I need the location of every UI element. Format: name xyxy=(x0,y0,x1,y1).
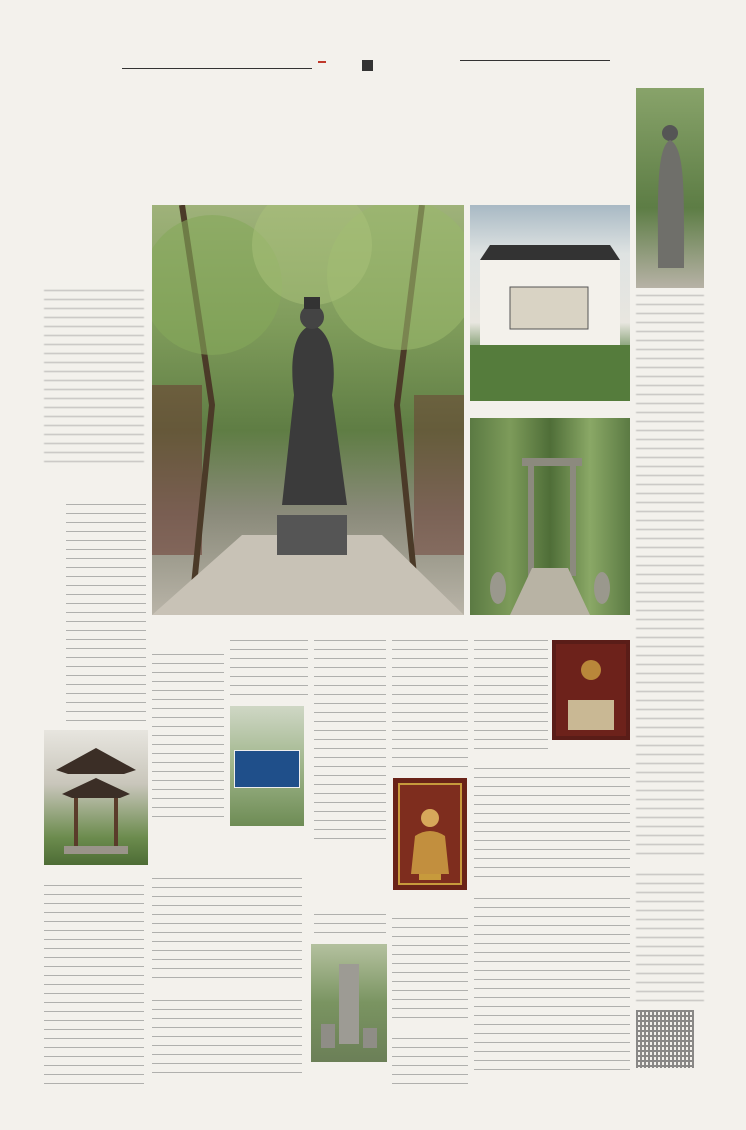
photo-right-statue xyxy=(636,88,704,288)
logo-mark xyxy=(362,60,373,71)
street-sign xyxy=(234,750,300,788)
screen-wall-illustration xyxy=(470,205,630,401)
text-column-5 xyxy=(392,640,468,770)
text-column-right xyxy=(636,295,704,855)
text-column-left-bottom xyxy=(44,885,144,1085)
text-column-5c xyxy=(392,1038,468,1088)
pavilion-illustration xyxy=(44,730,148,865)
masthead-rule-right xyxy=(460,60,610,61)
photo-red-hall xyxy=(552,640,630,740)
text-column-2a xyxy=(152,654,224,824)
photo-temple-statue xyxy=(393,778,467,890)
red-section-tag xyxy=(318,61,326,63)
text-column-6 xyxy=(474,640,548,750)
right-statue-illustration xyxy=(636,88,704,288)
masthead-rule-left xyxy=(122,68,312,69)
photo-bamboo-gate xyxy=(470,418,630,615)
text-column-1 xyxy=(66,504,146,724)
text-column-3 xyxy=(230,640,308,702)
bamboo-illustration xyxy=(470,418,630,615)
statue-illustration xyxy=(152,205,464,615)
text-column-6b xyxy=(474,768,630,878)
intro-text-block xyxy=(44,290,144,470)
text-column-2c xyxy=(152,1000,302,1080)
photo-screen-wall xyxy=(470,205,630,401)
text-column-4b xyxy=(314,914,386,938)
temple-illustration xyxy=(393,778,467,890)
red-hall-illustration xyxy=(552,640,630,740)
stone-illustration xyxy=(311,944,387,1062)
photo-pavilion xyxy=(44,730,148,865)
text-column-4 xyxy=(314,640,386,840)
photo-street-sign xyxy=(230,706,304,826)
photo-stone-relic xyxy=(311,944,387,1062)
text-column-6c xyxy=(474,898,630,1078)
qr-code xyxy=(636,1010,694,1068)
main-photo-yuefei-statue xyxy=(152,205,464,615)
text-column-right-b xyxy=(636,874,704,1004)
text-column-5b xyxy=(392,918,468,1018)
text-column-2b xyxy=(152,878,302,978)
